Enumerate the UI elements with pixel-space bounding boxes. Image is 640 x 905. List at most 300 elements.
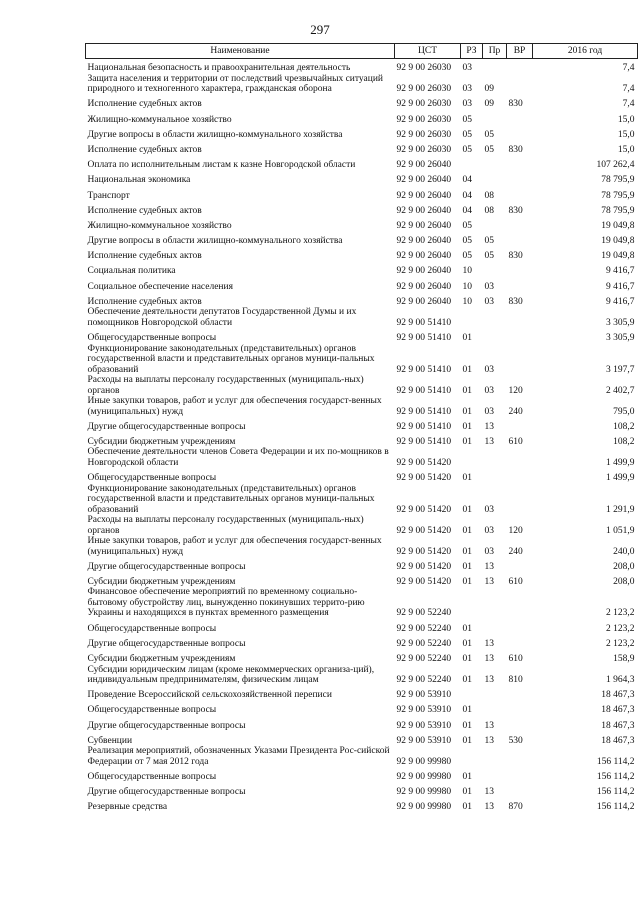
row-vr: 240 [508, 546, 523, 557]
header-vr: ВР [507, 44, 533, 59]
row-name: Общегосударственные вопросы [87, 333, 217, 343]
row-cst: 92 9 00 51420 [396, 576, 452, 587]
row-amount: 19 049,8 [601, 220, 635, 231]
row-amount: 1 051,9 [606, 525, 635, 536]
row-pr: 13 [484, 675, 494, 685]
row-amount: 18 467,3 [601, 705, 635, 716]
row-rz: 05 [462, 114, 472, 125]
row-amount: 9 416,7 [606, 296, 635, 307]
row-cst: 92 9 00 26030 [396, 63, 452, 74]
row-rz [461, 307, 483, 328]
table-row [86, 572, 638, 587]
row-cst: 92 9 00 51410 [396, 436, 452, 447]
row-amount: 158,9 [613, 654, 635, 664]
row-vr [507, 447, 533, 468]
row-rz: 03 [462, 99, 472, 110]
header-name: Наименование [86, 44, 395, 59]
row-rz: 01 [462, 385, 472, 396]
row-rz: 10 [462, 296, 472, 307]
row-rz: 05 [462, 129, 472, 140]
page-number: 297 [310, 22, 330, 37]
row-rz: 01 [462, 421, 472, 432]
row-name: Другие общегосударственные вопросы [87, 638, 246, 649]
table-row [86, 619, 638, 634]
row-name: Субвенции [87, 735, 133, 746]
row-amount: 108,2 [613, 436, 635, 447]
table-row [86, 746, 638, 767]
row-pr [483, 328, 507, 343]
table-row [86, 634, 638, 649]
row-pr: 05 [484, 144, 494, 155]
row-amount: 3 305,9 [606, 317, 635, 328]
row-name: Общегосударственные вопросы [87, 705, 217, 716]
budget-table [85, 43, 638, 813]
row-rz: 01 [462, 364, 472, 375]
row-rz: 01 [462, 546, 472, 557]
row-name: Жилищно-коммунальное хозяйство [87, 220, 232, 231]
row-name: Другие общегосударственные вопросы [87, 720, 246, 731]
row-amount: 2 123,2 [606, 608, 635, 619]
row-pr: 03 [484, 406, 494, 417]
row-cst: 92 9 00 26030 [396, 84, 452, 95]
row-rz: 01 [462, 623, 472, 634]
row-amount: 2 402,7 [606, 385, 635, 396]
row-pr: 13 [484, 561, 494, 572]
table-row [86, 731, 638, 746]
row-vr [507, 634, 533, 649]
row-amount: 78 795,9 [601, 175, 635, 186]
table-row [86, 201, 638, 216]
table-row [86, 557, 638, 572]
row-vr: 830 [508, 296, 523, 307]
row-pr: 03 [484, 385, 494, 396]
row-vr [507, 125, 533, 140]
table-row [86, 432, 638, 447]
row-rz: 01 [462, 504, 472, 515]
row-name: Защита населения и территории от последствий чрезвычайных ситуаций природного и техногенного характера, гражданская оборона [87, 73, 384, 95]
row-cst: 92 9 00 51420 [396, 504, 452, 515]
row-pr: 05 [484, 251, 494, 262]
row-name: Другие общегосударственные вопросы [87, 787, 246, 798]
row-cst: 92 9 00 99980 [396, 756, 452, 767]
row-pr [483, 587, 507, 619]
row-name: Исполнение судебных актов [87, 99, 202, 110]
row-amount: 3 305,9 [606, 333, 635, 343]
row-pr: 13 [484, 735, 494, 746]
row-rz: 01 [462, 675, 472, 685]
row-pr [483, 262, 507, 277]
row-pr: 13 [484, 576, 494, 587]
row-name: Резервные средства [87, 802, 168, 813]
row-rz: 01 [462, 525, 472, 536]
row-rz: 04 [462, 175, 472, 186]
row-rz: 01 [462, 705, 472, 716]
row-vr [507, 110, 533, 125]
row-amount: 19 049,8 [601, 251, 635, 262]
row-pr: 13 [484, 436, 494, 447]
row-cst: 92 9 00 51420 [396, 473, 452, 484]
row-rz: 01 [462, 406, 472, 417]
row-name: Обеспечение деятельности членов Совета Федерации и их по-мощников в Новгородской области [87, 447, 389, 468]
table-row [86, 447, 638, 468]
row-cst: 92 9 00 26030 [396, 114, 452, 125]
table-row [86, 701, 638, 716]
row-pr [483, 171, 507, 186]
table-row [86, 716, 638, 731]
row-rz: 05 [462, 236, 472, 247]
row-cst: 92 9 00 52240 [396, 638, 452, 649]
row-name: Социальное обеспечение населения [87, 281, 233, 292]
table-row [86, 417, 638, 432]
row-name: Другие вопросы в области жилищно-коммунального хозяйства [87, 129, 343, 140]
row-vr [507, 484, 533, 516]
row-rz: 01 [462, 802, 472, 813]
row-name: Иные закупки товаров, работ и услуг для обеспечения государст-венных (муниципальных) нужд [87, 536, 382, 557]
row-name: Расходы на выплаты персоналу государственных (муниципаль-ных) органов [87, 375, 364, 396]
row-amount: 108,2 [613, 421, 635, 432]
row-pr: 09 [484, 99, 494, 110]
row-amount: 2 123,2 [606, 623, 635, 634]
row-name: Исполнение судебных актов [87, 144, 202, 155]
row-amount: 208,0 [613, 561, 635, 572]
row-name: Субсидии бюджетным учреждениям [87, 576, 236, 587]
row-rz: 04 [462, 205, 472, 216]
table-row [86, 484, 638, 516]
row-cst: 92 9 00 52240 [396, 675, 452, 685]
row-cst: 92 9 00 26040 [396, 251, 452, 262]
row-pr [483, 216, 507, 231]
row-amount: 9 416,7 [606, 266, 635, 277]
row-name: Другие вопросы в области жилищно-коммунального хозяйства [87, 236, 343, 247]
table-row [86, 307, 638, 328]
row-name: Транспорт [87, 190, 130, 201]
table-row [86, 798, 638, 813]
row-rz: 01 [462, 638, 472, 649]
row-rz: 01 [462, 787, 472, 798]
row-pr: 03 [484, 364, 494, 375]
row-name: Иные закупки товаров, работ и услуг для обеспечения государст-венных (муниципальных) нужд [87, 396, 382, 417]
row-amount: 156 114,2 [596, 756, 635, 767]
row-vr [507, 186, 533, 201]
row-vr: 120 [508, 525, 523, 536]
row-amount: 18 467,3 [601, 735, 635, 746]
row-rz: 01 [462, 771, 472, 782]
row-pr: 08 [484, 205, 494, 216]
row-name: Общегосударственные вопросы [87, 771, 217, 782]
row-pr: 13 [484, 720, 494, 731]
row-cst: 92 9 00 51420 [396, 457, 452, 468]
row-name: Оплата по исполнительным листам к казне Новгородской области [87, 160, 356, 171]
row-name: Субсидии бюджетным учреждениям [87, 436, 236, 447]
row-cst: 92 9 00 51410 [396, 421, 452, 432]
row-vr: 240 [508, 406, 523, 417]
row-cst: 92 9 00 51410 [396, 385, 452, 396]
row-vr [507, 328, 533, 343]
table-row [86, 686, 638, 701]
row-rz: 03 [462, 84, 472, 95]
row-cst: 92 9 00 26030 [396, 129, 452, 140]
row-name: Функционирование законодательных (представительных) органов государственной власти и представительных органов муници-пальных образований [87, 483, 375, 515]
row-vr [507, 557, 533, 572]
row-name: Исполнение судебных актов [87, 205, 202, 216]
row-rz: 01 [462, 576, 472, 587]
row-name: Расходы на выплаты персоналу государственных (муниципаль-ных) органов [87, 515, 364, 536]
row-vr: 120 [508, 385, 523, 396]
row-pr: 13 [484, 654, 494, 664]
row-vr [507, 701, 533, 716]
row-cst: 92 9 00 26040 [396, 236, 452, 247]
row-amount: 1 499,9 [606, 457, 635, 468]
row-name: Исполнение судебных актов [87, 296, 202, 307]
row-rz: 04 [462, 190, 472, 201]
row-pr: 03 [484, 281, 494, 292]
row-vr: 830 [508, 144, 523, 155]
row-amount: 78 795,9 [601, 190, 635, 201]
row-vr [507, 767, 533, 782]
row-name: Национальная безопасность и правоохранительная деятельность [87, 63, 351, 74]
row-pr [483, 447, 507, 468]
table-row [86, 328, 638, 343]
row-name: Финансовое обеспечение мероприятий по временному социально-бытовому обустройству лиц, вынужденно покинувших террито-рию Украины и находящихся в пунктах временного размещения [87, 587, 365, 619]
table-row [86, 277, 638, 292]
row-amount: 18 467,3 [601, 720, 635, 731]
row-rz: 05 [462, 251, 472, 262]
row-name: Общегосударственные вопросы [87, 623, 217, 634]
row-pr: 05 [484, 236, 494, 247]
row-vr: 830 [508, 205, 523, 216]
row-pr: 03 [484, 546, 494, 557]
row-vr: 830 [508, 99, 523, 110]
row-name: Социальная политика [87, 266, 176, 277]
row-cst: 92 9 00 99980 [396, 787, 452, 798]
row-pr: 03 [484, 296, 494, 307]
row-cst: 92 9 00 26040 [396, 205, 452, 216]
row-pr [483, 619, 507, 634]
row-vr [507, 155, 533, 170]
row-pr: 13 [484, 421, 494, 432]
row-cst: 92 9 00 26040 [396, 266, 452, 277]
row-amount: 1 964,3 [606, 675, 635, 685]
row-pr [483, 746, 507, 767]
table-body [86, 59, 638, 813]
table-row [86, 247, 638, 262]
row-vr [507, 716, 533, 731]
table-row [86, 767, 638, 782]
row-name: Субсидии юридическим лицам (кроме некоммерческих организа-ций), индивидуальным предпринимателям, физическим лицам [87, 664, 375, 685]
table-row [86, 125, 638, 140]
row-cst: 92 9 00 26030 [396, 99, 452, 110]
row-name: Субсидии бюджетным учреждениям [87, 654, 236, 664]
row-rz: 10 [462, 266, 472, 277]
row-vr [507, 468, 533, 483]
table-row [86, 665, 638, 686]
row-vr: 610 [508, 576, 523, 587]
row-name: Национальная экономика [87, 175, 191, 186]
row-amount: 15,0 [617, 129, 635, 140]
header-year: 2016 год [533, 44, 638, 59]
row-rz: 10 [462, 281, 472, 292]
row-cst: 92 9 00 51410 [396, 317, 452, 328]
row-cst: 92 9 00 52240 [396, 623, 452, 634]
table-row [86, 186, 638, 201]
row-rz: 01 [462, 333, 472, 343]
row-vr [507, 344, 533, 376]
row-name: Жилищно-коммунальное хозяйство [87, 114, 232, 125]
table-row [86, 375, 638, 396]
row-vr [507, 59, 533, 74]
table-row [86, 344, 638, 376]
row-cst: 92 9 00 26040 [396, 190, 452, 201]
row-amount: 9 416,7 [606, 281, 635, 292]
header-rz: РЗ [461, 44, 483, 59]
table-row [86, 155, 638, 170]
row-rz [461, 155, 483, 170]
row-vr [507, 231, 533, 246]
table-row [86, 468, 638, 483]
row-pr: 03 [484, 525, 494, 536]
row-vr: 610 [508, 436, 523, 447]
row-vr [507, 74, 533, 95]
row-vr [507, 216, 533, 231]
row-pr: 08 [484, 190, 494, 201]
row-vr [507, 746, 533, 767]
row-vr: 530 [508, 735, 523, 746]
row-cst: 92 9 00 51410 [396, 364, 452, 375]
row-cst: 92 9 00 51410 [396, 406, 452, 417]
row-cst: 92 9 00 99980 [396, 771, 452, 782]
table-row [86, 140, 638, 155]
row-cst: 92 9 00 53910 [396, 705, 452, 716]
row-amount: 240,0 [613, 546, 635, 557]
table-row [86, 231, 638, 246]
table-row [86, 782, 638, 797]
table-row [86, 292, 638, 307]
row-pr [483, 468, 507, 483]
row-vr [507, 686, 533, 701]
table-row [86, 536, 638, 557]
row-rz: 01 [462, 654, 472, 664]
row-pr [483, 155, 507, 170]
row-name: Исполнение судебных актов [87, 251, 202, 262]
row-amount: 7,4 [622, 99, 635, 110]
row-name: Другие общегосударственные вопросы [87, 561, 246, 572]
row-cst: 92 9 00 26040 [396, 175, 452, 186]
row-pr [483, 767, 507, 782]
table-row [86, 59, 638, 74]
table-row [86, 262, 638, 277]
row-vr: 830 [508, 251, 523, 262]
row-amount: 3 197,7 [606, 364, 635, 375]
row-amount: 156 114,2 [596, 771, 635, 782]
table-row [86, 171, 638, 186]
row-pr [483, 59, 507, 74]
row-cst: 92 9 00 26040 [396, 220, 452, 231]
row-rz: 05 [462, 144, 472, 155]
table-row [86, 396, 638, 417]
row-rz [461, 746, 483, 767]
row-amount: 208,0 [613, 576, 635, 587]
row-amount: 107 262,4 [596, 160, 635, 171]
row-pr [483, 701, 507, 716]
row-pr [483, 110, 507, 125]
row-cst: 92 9 00 53910 [396, 735, 452, 746]
row-rz: 03 [462, 63, 472, 74]
row-amount: 1 291,9 [606, 504, 635, 515]
header-cst: ЦСТ [395, 44, 461, 59]
row-rz: 01 [462, 735, 472, 746]
row-rz: 05 [462, 220, 472, 231]
table-row [86, 74, 638, 95]
row-name: Другие общегосударственные вопросы [87, 421, 246, 432]
row-vr [507, 417, 533, 432]
row-cst: 92 9 00 52240 [396, 654, 452, 664]
row-vr: 610 [508, 654, 523, 664]
row-name: Обеспечение деятельности депутатов Государственной Думы и их помощников Новгородской области [87, 307, 357, 328]
row-amount: 78 795,9 [601, 205, 635, 216]
row-name: Реализация мероприятий, обозначенных Указами Президента Рос-сийской Федерации от 7 мая 2012 года [87, 746, 390, 767]
table-row [86, 216, 638, 231]
row-amount: 156 114,2 [596, 802, 635, 813]
row-pr: 13 [484, 802, 494, 813]
table-row [86, 95, 638, 110]
row-rz [461, 447, 483, 468]
row-pr: 09 [484, 84, 494, 95]
row-vr [507, 171, 533, 186]
table-row [86, 587, 638, 619]
row-pr: 13 [484, 787, 494, 798]
row-cst: 92 9 00 26040 [396, 281, 452, 292]
row-vr [507, 262, 533, 277]
row-rz [461, 686, 483, 701]
row-amount: 15,0 [617, 144, 635, 155]
row-vr [507, 587, 533, 619]
row-pr: 05 [484, 129, 494, 140]
row-amount: 795,0 [613, 406, 635, 417]
row-cst: 92 9 00 26030 [396, 144, 452, 155]
row-pr [483, 307, 507, 328]
row-amount: 7,4 [622, 63, 635, 74]
row-cst: 92 9 00 52240 [396, 608, 452, 619]
row-pr: 13 [484, 638, 494, 649]
table-row [86, 110, 638, 125]
row-vr [507, 782, 533, 797]
row-amount: 15,0 [617, 114, 635, 125]
row-amount: 156 114,2 [596, 787, 635, 798]
row-vr: 870 [508, 802, 523, 813]
row-vr [507, 619, 533, 634]
row-rz: 01 [462, 436, 472, 447]
row-amount: 7,4 [622, 84, 635, 95]
row-name: Проведение Всероссийской сельскохозяйственной переписи [87, 690, 332, 701]
row-cst: 92 9 00 51420 [396, 561, 452, 572]
row-cst: 92 9 00 51420 [396, 546, 452, 557]
header-pr: Пр [483, 44, 507, 59]
row-cst: 92 9 00 99980 [396, 802, 452, 813]
row-rz [461, 587, 483, 619]
row-amount: 18 467,3 [601, 690, 635, 701]
row-rz: 01 [462, 720, 472, 731]
row-amount: 2 123,2 [606, 638, 635, 649]
row-pr: 03 [484, 504, 494, 515]
row-vr [507, 307, 533, 328]
table-header-row [86, 44, 638, 59]
row-vr [507, 277, 533, 292]
row-cst: 92 9 00 53910 [396, 690, 452, 701]
table-row [86, 515, 638, 536]
row-cst: 92 9 00 53910 [396, 720, 452, 731]
row-amount: 1 499,9 [606, 473, 635, 484]
table-row [86, 649, 638, 664]
